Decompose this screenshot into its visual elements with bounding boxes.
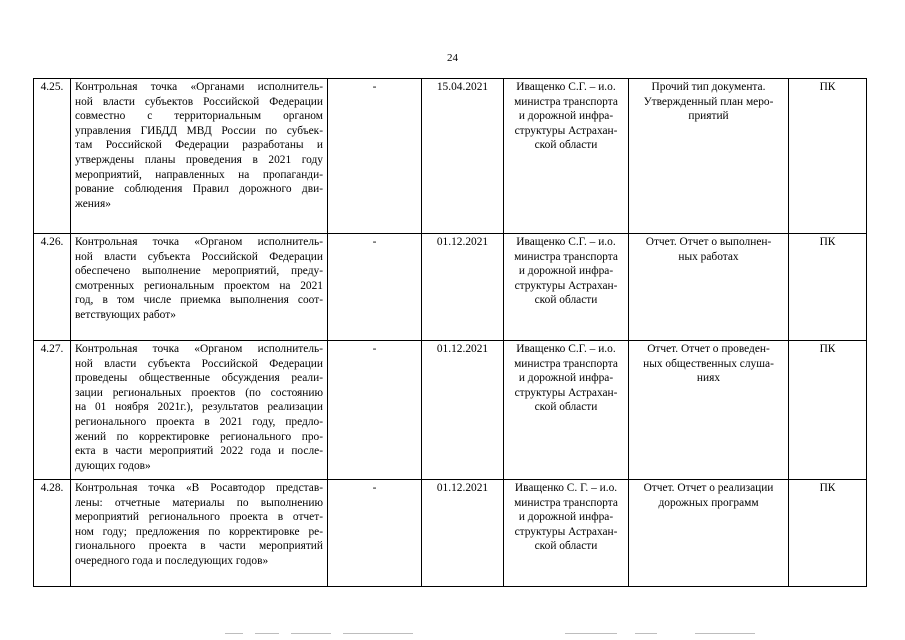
description-line: утверждены планы проведения в 2021 году — [75, 153, 323, 166]
document-type-cell — [629, 341, 789, 480]
table-row — [34, 341, 867, 480]
responsible-line: ской области — [534, 540, 598, 553]
description-line: Контрольная точка «В Росавтодор представ- — [75, 482, 323, 494]
document-type-cell — [629, 234, 789, 341]
start-date-cell: - — [328, 341, 422, 480]
responsible-line: структуры Астрахан- — [514, 525, 618, 538]
document-type-line: Отчет. Отчет о проведен- — [647, 343, 770, 355]
responsible-line: и дорожной инфра- — [518, 265, 614, 278]
checkpoint-description — [71, 480, 328, 587]
table-row — [34, 234, 867, 341]
responsible-line: структуры Астрахан- — [514, 386, 618, 399]
description-line: проведены общественные обсуждения реали- — [75, 372, 323, 385]
responsible-line: и дорожной инфра- — [518, 372, 614, 385]
responsible-line: министра транспорта — [514, 95, 618, 108]
responsible-line: структуры Астрахан- — [514, 279, 618, 292]
responsible-line: Иващенко С. Г. – и.о. — [514, 482, 618, 494]
description-line: совместно с территориальным органом — [75, 110, 323, 123]
start-date-cell: - — [328, 234, 422, 341]
description-line: жения» — [75, 197, 111, 210]
end-date-cell: 15.04.2021 — [422, 79, 504, 234]
description-line: очередного года и последующих годов» — [75, 554, 269, 567]
scan-footer-artifact — [225, 630, 785, 636]
description-line: обеспечено выполнение мероприятий, преду- — [75, 265, 323, 278]
row-number: 4.25. — [34, 79, 71, 234]
document-type-line: Утвержденный план меро- — [643, 95, 774, 108]
description-line: ной власти субъектов Российской Федерации — [75, 95, 323, 108]
description-line: ной власти субъекта Российской Федерации — [75, 357, 323, 370]
table-row — [34, 79, 867, 234]
control-level-cell: ПК — [789, 480, 867, 587]
responsible-line: ской области — [534, 139, 598, 152]
responsible-line: ской области — [534, 294, 598, 307]
responsible-cell — [504, 79, 629, 234]
description-line: зации региональных проектов (по состоянию — [75, 386, 323, 399]
description-line: гионального проекта в части мероприятий — [75, 540, 323, 553]
description-line: ветствующих работ» — [75, 308, 176, 321]
checkpoint-description — [71, 341, 328, 480]
description-line: Контрольная точка «Органом исполнитель- — [75, 236, 323, 248]
end-date-cell: 01.12.2021 — [422, 341, 504, 480]
control-level-cell: ПК — [789, 234, 867, 341]
responsible-line: министра транспорта — [514, 250, 618, 263]
description-line: регионального проекта в 2021 году, предло- — [75, 415, 323, 428]
responsible-line: Иващенко С.Г. – и.о. — [516, 81, 616, 93]
description-line: смотренных региональным проектом на 2021 — [75, 279, 323, 292]
responsible-line: министра транспорта — [514, 357, 618, 370]
description-line: год, в том числе приемка выполнения соот- — [75, 294, 323, 307]
responsible-line: Иващенко С.Г. – и.о. — [516, 236, 616, 248]
responsible-line: министра транспорта — [514, 496, 618, 509]
responsible-line: и дорожной инфра- — [518, 511, 614, 524]
row-number: 4.27. — [34, 341, 71, 480]
responsible-cell — [504, 480, 629, 587]
description-line: екта в части мероприятий 2022 года и после- — [75, 445, 323, 458]
description-line: на 01 ноября 2021г.), результатов реализации — [75, 401, 323, 414]
start-date-cell: - — [328, 480, 422, 587]
responsible-line: и дорожной инфра- — [518, 110, 614, 123]
document-type-line: дорожных программ — [658, 496, 759, 509]
description-line: Контрольная точка «Органом исполнитель- — [75, 343, 323, 355]
checkpoints-table — [33, 78, 867, 587]
page-number: 24 — [447, 52, 458, 64]
description-line: ном году; предложения по корректировке ре- — [75, 525, 323, 538]
description-line: Контрольная точка «Органами исполнитель- — [75, 81, 323, 93]
row-number: 4.28. — [34, 480, 71, 587]
document-type-line: ных работах — [678, 250, 739, 263]
responsible-cell — [504, 341, 629, 480]
document-type-line: Отчет. Отчет о выполнен- — [645, 236, 772, 248]
description-line: лены: отчетные материалы по выполнению — [75, 496, 323, 509]
responsible-cell — [504, 234, 629, 341]
control-level-cell: ПК — [789, 341, 867, 480]
start-date-cell: - — [328, 79, 422, 234]
description-line: рование соблюдения Правил дорожного дви- — [75, 183, 323, 196]
checkpoint-description — [71, 79, 328, 234]
document-type-line: приятий — [688, 110, 729, 123]
description-line: там Российской Федерации разработаны и — [75, 139, 323, 152]
document-type-cell — [629, 79, 789, 234]
description-line: управления ГИБДД МВД России по субъек- — [75, 124, 323, 137]
control-level-cell: ПК — [789, 79, 867, 234]
checkpoint-description — [71, 234, 328, 341]
document-type-line: Прочий тип документа. — [651, 81, 766, 93]
description-line: жений по корректировке регионального про- — [75, 430, 323, 443]
end-date-cell: 01.12.2021 — [422, 480, 504, 587]
responsible-line: Иващенко С.Г. – и.о. — [516, 343, 616, 355]
responsible-line: структуры Астрахан- — [514, 124, 618, 137]
document-type-line: ных общественных слуша- — [643, 357, 774, 370]
description-line: дующих годов» — [75, 459, 151, 472]
row-number: 4.26. — [34, 234, 71, 341]
responsible-line: ской области — [534, 401, 598, 414]
description-line: ной власти субъекта Российской Федерации — [75, 250, 323, 263]
end-date-cell: 01.12.2021 — [422, 234, 504, 341]
description-line: мероприятий, направленных на пропаганди- — [75, 168, 323, 181]
document-type-line: Отчет. Отчет о реализации — [643, 482, 774, 494]
document-type-line: ниях — [696, 372, 721, 385]
document-type-cell — [629, 480, 789, 587]
table-row — [34, 480, 867, 587]
description-line: мероприятий регионального проекта в отчет- — [75, 511, 323, 524]
